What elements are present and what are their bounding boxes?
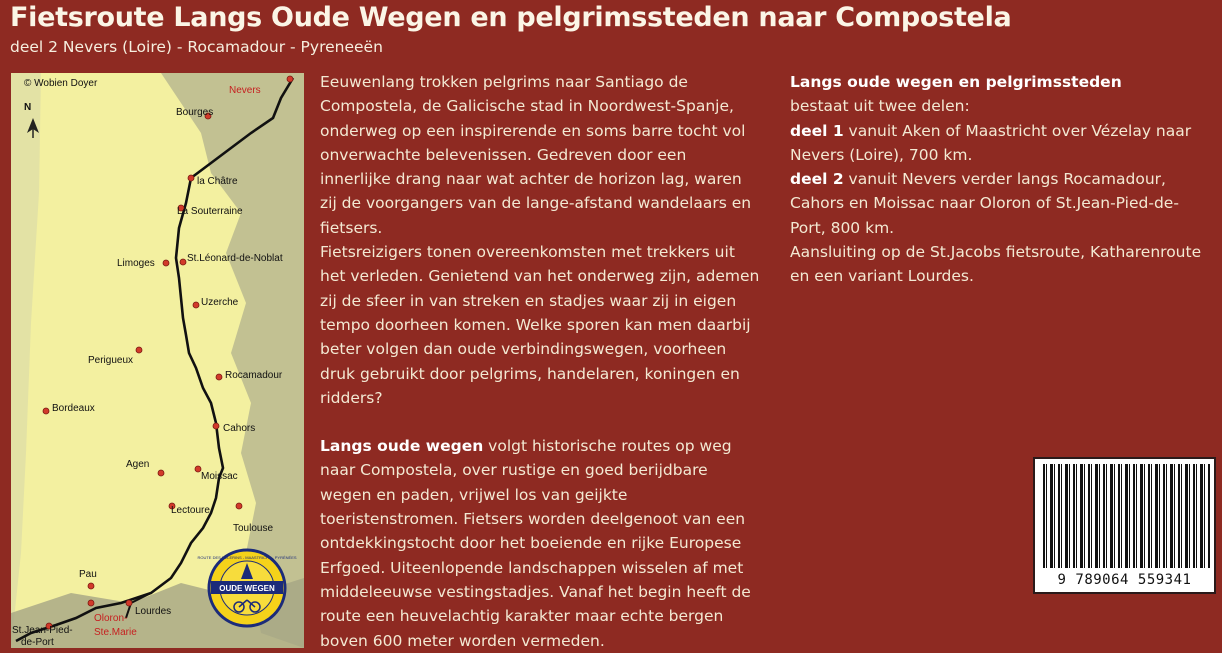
badge-label: OUDE WEGEN [219, 584, 275, 593]
dot-agen [158, 470, 164, 476]
dot-cahors [213, 423, 219, 429]
place-label: Lectoure [171, 505, 210, 516]
part-2-label: deel 2 [790, 170, 844, 189]
place-label: St.Léonard-de-Noblat [187, 253, 283, 264]
dot-nevers [287, 76, 293, 82]
series-column [790, 70, 1210, 289]
dot-uzerche [193, 302, 199, 308]
dot-toulouse [236, 503, 242, 509]
place-label: Cahors [223, 423, 256, 434]
series-connection: Aansluiting op de St.Jacobs fietsroute, Katharenroute en een variant Lourdes. [790, 243, 1202, 286]
place-label: Agen [126, 459, 150, 470]
dot-rocamadour [216, 374, 222, 380]
place-label: la Châtre [197, 176, 238, 187]
part-1-text: vanuit Aken of Maastricht over Vézelay naar Nevers (Loire), 700 km. [790, 121, 1192, 164]
dot-oloron [88, 600, 94, 606]
place-label: Uzerche [201, 297, 239, 308]
part-1-label: deel 1 [790, 121, 844, 140]
dot-lourdes [126, 600, 132, 606]
cover-subtitle: deel 2 Nevers (Loire) - Rocamadour - Pyreneeën [10, 38, 383, 56]
intro-paragraph-3-bold: Langs oude wegen [320, 437, 484, 456]
badge-top-text: ROUTE DES PÈLERINS - MAASTRICHT - PYRÉNÉES [197, 555, 297, 560]
place-label: Toulouse [233, 523, 274, 534]
place-label: St.Jean-Pied- [12, 625, 73, 636]
series-heading: Langs oude wegen en pelgrimssteden [790, 73, 1122, 91]
place-label: Rocamadour [225, 370, 283, 381]
map-copyright: © Wobien Doyer [24, 78, 98, 89]
place-label: Oloron- [94, 613, 128, 624]
dot-pau [88, 583, 94, 589]
route-map-graphic [11, 73, 304, 648]
place-label: Moissac [201, 471, 238, 482]
intro-paragraph-1: Eeuwenlang trokken pelgrims naar Santiago de Compostela, de Galicische stad in Noordwest-Spanje, onderweg op een inspirerende en soms barre tocht vol onverwachte belevenissen. Gedreven door een innerlijke drang naar wat achter de horizon lag, waren zij de voorgangers van de lange-afstand wandelaars en fietsers. [320, 73, 752, 237]
place-label: Bordeaux [52, 403, 95, 414]
north-label: N [24, 102, 32, 113]
dot-bordeaux [43, 408, 49, 414]
dot-st-leonard [180, 259, 186, 265]
place-label: La Souterraine [177, 206, 243, 217]
dot-perigueux [136, 347, 142, 353]
isbn-number: 9 789064 559341 [1057, 572, 1192, 588]
series-intro: bestaat uit twee delen: [790, 97, 970, 116]
place-label: Perigueux [88, 355, 134, 366]
dot-la-chatre [188, 175, 194, 181]
isbn-barcode [1033, 457, 1216, 594]
place-label: Lourdes [135, 606, 172, 617]
series-part-2 [790, 167, 1210, 240]
place-label: Ste.Marie [94, 627, 137, 638]
intro-column [320, 70, 760, 653]
place-label: de-Port [21, 637, 54, 648]
route-map [11, 73, 304, 648]
dot-limoges [163, 260, 169, 266]
barcode-bars [1043, 464, 1211, 568]
place-label: Limoges [117, 258, 155, 269]
place-label: Pau [79, 569, 97, 580]
part-2-text: vanuit Nevers verder langs Rocamadour, Cahors en Moissac naar Oloron of St.Jean-Pied-de-Port, 800 km. [790, 170, 1179, 237]
series-part-1 [790, 119, 1210, 168]
cover-title: Fietsroute Langs Oude Wegen en pelgrimssteden naar Compostela [10, 2, 1012, 33]
place-label: Bourges [176, 107, 214, 118]
intro-paragraph-3 [320, 434, 760, 653]
intro-paragraph-2: Fietsreizigers tonen overeenkomsten met trekkers uit het verleden. Genietend van het onderweg zijn, ademen zij de sfeer in van streken en stadjes waar zij in eigen tempo doorheen komen. Welke sporen kan men daarbij beter volgen dan oude verbindingswegen, voorheen druk gebruikt door pelgrims, handelaren, koningen en ridders? [320, 243, 760, 407]
intro-paragraph-3-text: volgt historische routes op weg naar Compostela, over rustige en goed berijdbare wegen en paden, vrijwel los van geijkte toeristenstromen. Fietsers worden deelgenoot van een ontdekkingstocht door het boeiende en rijke Europese Erfgoed. Uiteenlopende landschappen wisselen af met middeleeuwse vestingstadjes. Vanaf het begin heeft de route een heuvelachtig karakter maar echte bergen boven 600 meter worden vermeden. [320, 437, 751, 650]
place-label: Nevers [229, 85, 261, 96]
